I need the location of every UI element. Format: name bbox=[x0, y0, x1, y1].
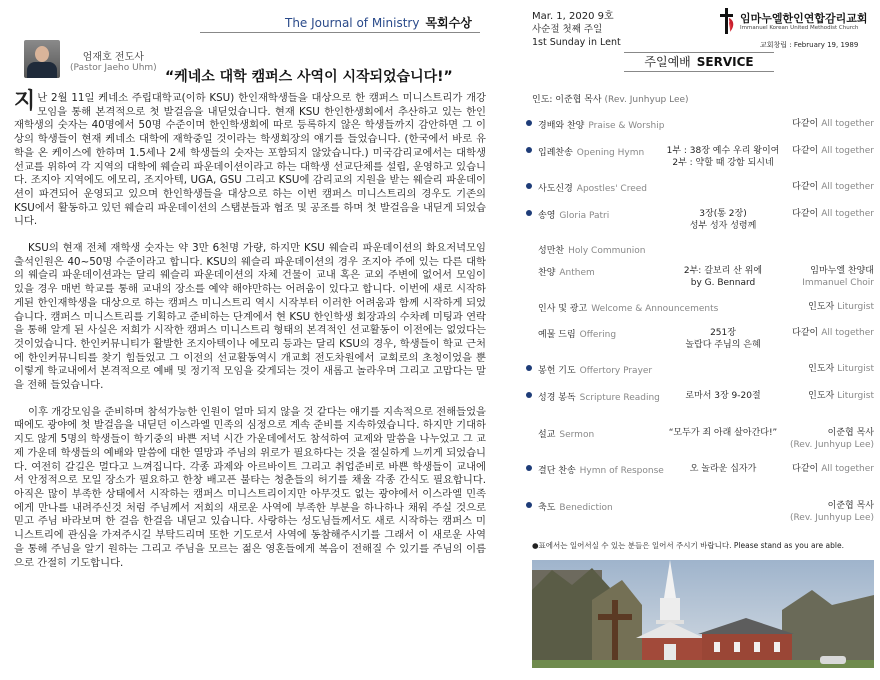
bulletin-page bbox=[518, 0, 880, 680]
stand-bullet-icon bbox=[526, 120, 532, 126]
service-item-detail-line: 로마서 3장 9-20절 bbox=[685, 391, 761, 401]
service-item-detail-line: “모두가 죄 아래 살아간다!” bbox=[668, 428, 778, 438]
service-item-label-kr: 사도신경 bbox=[538, 184, 573, 194]
service-item-label bbox=[538, 463, 664, 476]
service-item-label-en: Holy Communion bbox=[568, 246, 646, 256]
header-divider bbox=[200, 32, 480, 33]
service-item-label-en: Praise & Worship bbox=[588, 121, 665, 131]
service-item-detail-line: by G. Bennard bbox=[690, 278, 756, 288]
service-item-detail-line: 2부 : 약할 때 강함 되시네 bbox=[672, 158, 774, 168]
service-item-leader-en: Liturgist bbox=[837, 364, 874, 374]
service-item-detail bbox=[658, 463, 788, 475]
stand-bullet-icon bbox=[526, 365, 532, 371]
service-item-label-kr: 결단 찬송 bbox=[538, 466, 576, 476]
service-item-label-kr: 성만찬 bbox=[538, 246, 565, 256]
service-item-label bbox=[538, 427, 594, 440]
service-item-label-en: Offertory Prayer bbox=[579, 366, 653, 376]
drop-cap: 지 bbox=[14, 89, 36, 114]
service-item-label bbox=[538, 145, 644, 158]
service-item-label-kr: 성경 봉독 bbox=[538, 393, 576, 403]
service-item-label-kr: 설교 bbox=[538, 430, 556, 440]
sunday-kr: 사순절 첫째 주일 bbox=[532, 24, 603, 35]
service-item-label bbox=[538, 265, 595, 278]
service-item-label-en: Offering bbox=[579, 330, 617, 340]
service-item-leader-kr: 인도자 bbox=[808, 302, 835, 312]
service-item-leader bbox=[802, 265, 874, 289]
service-item-leader-en: Liturgist bbox=[837, 391, 874, 401]
author-name-kr: 엄재호 전도사 bbox=[82, 52, 144, 63]
article-paragraph: 이후 개강모임을 준비하며 참석가능한 인원이 얼마 되지 않을 것 같다는 얘기를 지속적으로 전해들었을 때에도 광야에 첫 발걸음을 내딛던 이스라엘 민족의 심정으로 계속 준비를 지속하였습니다. 하지만 기대하지도 않게 5명의 학생들이 학기중의 바쁜 저녁 시간 가운데에서도 참석하여 교제와 말씀을 나누었고 그 교제 가운데 학생들의 예배와 말씀에 대한 열망과 주님의 위로가 필요하다는 것을 절실하게 느끼게 되었습니다. 여전히 갈길은 멀다고 느껴집니다. 각종 과제와 아르바이트 그리고 취업준비로 바쁜 학생들이 교내에서 안정적으로 모일 장소가 필요하고 한창 배고픈 불타는 청춘들의 허기를 채울 각종 간식도 필요합니다. 아직은 많이 부족한 상태에서 시작하는 캠퍼스 미니스트리이지만 아무것도 없는 광야에서 이스라엘 민족에게 만나를 내려주신것 처럼 주님께서 저희의 새로운 사역에 부족한 부분을 하나하나 채워 주실 것으로 믿고 주님 바라보며 한 걸음 한걸음 내딛고 있습니다. 사랑하는 성도님들께서도 새로 시작하는 캠퍼스 미니스트리에 관심을 가져주시길 부탁드리며 또한 기도로서 사역에 동참해주시기를 그래서 이 새로운 사역을 통해 주님을 알기 원하는 그리고 주님을 모르는 젊은 영혼들에게 복음이 전해질 수 있기를 주님의 이름으로 간절히 기도합니다. bbox=[14, 405, 486, 569]
sunday-en: 1st Sunday in Lent bbox=[532, 37, 621, 48]
standing-footnote: ●표에서는 일어서실 수 있는 분들은 일어서 주시기 바랍니다. Please stand as you are able. bbox=[532, 541, 844, 550]
service-item-detail-line: 2부: 갈보리 산 위에 bbox=[683, 266, 763, 276]
service-title-en: SERVICE bbox=[696, 55, 754, 69]
church-name: 임마누엘한인연합감리교회 bbox=[740, 12, 868, 25]
service-item-leader-kr: 인도자 bbox=[808, 391, 835, 401]
journal-name: The Journal of Ministry bbox=[285, 16, 420, 30]
service-item-leader bbox=[792, 181, 874, 193]
service-item-label bbox=[538, 390, 660, 403]
service-item-label-en: Benediction bbox=[559, 503, 613, 513]
stand-bullet-icon bbox=[526, 147, 532, 153]
service-item-detail bbox=[658, 208, 788, 232]
service-item-detail bbox=[658, 327, 788, 351]
service-item-leader bbox=[808, 390, 874, 402]
service-item-label-kr: 인사 및 광고 bbox=[538, 304, 588, 314]
author-photo bbox=[24, 40, 60, 78]
service-item-leader-en: Immanuel Choir bbox=[802, 278, 874, 288]
service-item-leader-en: All together bbox=[821, 182, 874, 192]
service-item-detail bbox=[658, 265, 788, 289]
service-item-detail-line: 251장 bbox=[710, 328, 736, 338]
service-item-label bbox=[538, 243, 646, 256]
service-item-leader-kr: 다같이 bbox=[792, 146, 819, 156]
journal-header bbox=[285, 14, 472, 31]
service-item-leader-kr: 인도자 bbox=[808, 364, 835, 374]
church-name-en: Immanuel Korean United Methodist Church bbox=[740, 25, 859, 31]
service-item-label bbox=[538, 181, 647, 194]
service-item-leader bbox=[790, 500, 874, 524]
service-title bbox=[624, 52, 774, 72]
section-title: 목회수상 bbox=[425, 16, 472, 30]
service-item-label-kr: 봉헌 기도 bbox=[538, 366, 576, 376]
service-item-detail-line: 놀랍다 주님의 은혜 bbox=[685, 340, 761, 350]
service-item-label-kr: 송영 bbox=[538, 211, 556, 221]
service-item-leader-en: (Rev. Junhyup Lee) bbox=[789, 513, 874, 523]
service-item-leader-en: Liturgist bbox=[837, 302, 874, 312]
bulletin-date: Mar. 1, 2020 9호 bbox=[532, 11, 614, 22]
service-item-detail-line: 1부 : 38장 예수 우리 왕이여 bbox=[666, 146, 780, 156]
service-item-label-en: Welcome & Announcements bbox=[591, 304, 719, 314]
service-item-detail-line: 오 놀라운 십자가 bbox=[689, 464, 757, 474]
service-item-label-kr: 경배와 찬양 bbox=[538, 121, 585, 131]
service-item-label bbox=[538, 301, 718, 314]
service-item-leader bbox=[792, 118, 874, 130]
service-item-leader bbox=[808, 301, 874, 313]
service-leader bbox=[532, 92, 689, 105]
stand-bullet-icon bbox=[526, 210, 532, 216]
article-title: “케네소 대학 캠퍼스 사역이 시작되었습니다!” bbox=[165, 69, 453, 85]
service-item-leader bbox=[792, 463, 874, 475]
service-item-leader-kr: 다같이 bbox=[792, 328, 819, 338]
service-item-detail bbox=[658, 145, 788, 169]
service-item-label-kr: 입례찬송 bbox=[538, 148, 573, 158]
stand-bullet-icon bbox=[526, 392, 532, 398]
service-item-label-en: Gloria Patri bbox=[559, 211, 610, 221]
article-paragraph: KSU의 현재 전체 재학생 숫자는 약 3만 6천명 가량, 하지만 KSU 웨슬리 파운데이션의 화요저녁모임 출석인원은 40~50명 수준이라고 합니다. KSU의 웨슬리 파운데이션의 경우 조지아 주에 있는 다른 대학의 웨슬리 파운데이션과는 달리 웨슬리 파운데이션의 자체 건물이 교내 혹은 교외 주변에 없어서 모임이 있을 경우 매번 학교를 통해 교내의 장소를 예약 해야만하는 어려움이 있다고 합니다. 이번에 새로 시작하게된 한인재학생을 대상으로 하는 캠퍼스 미니스트리 역시 시작부터 이러한 어려움과 함께 시작하게 되었습니다. 캠퍼스 미니스트리를 기획하고 준비하는 단계에서 현 KSU 한인학생 회장과의 수차례 미팅과 연락을 통해 알게 된 사실은 저희가 시작한 캠퍼스 미니스트리 형태의 본격적인 선교활동이 이전에는 없었다는 것이었습니다. 한인커뮤니티가 활발한 조지아텍이나 에모리 등과는 달리 KSU의 경우, 학생들이 학교 근처에 한인커뮤니티를 찾기 힘들었고 그 이전의 선교활동역시 개교회 전도차원에서 교회로의 초청이었을 뿐 이렇게 학교내에서 본격적으로 예배 및 정기적 모임을 갖게되는 것이 새롭고 놀라우며 그리고 고맙다는 말을 전해 들었습니다. bbox=[14, 242, 486, 392]
leader-kr: 인도: 이준협 목사 bbox=[532, 95, 602, 105]
service-item-label bbox=[538, 327, 616, 340]
service-item-detail bbox=[658, 390, 788, 402]
service-item-leader-kr: 다같이 bbox=[792, 209, 819, 219]
service-item-label bbox=[538, 363, 652, 376]
church-photo bbox=[532, 560, 874, 668]
service-item-leader-en: All together bbox=[821, 328, 874, 338]
service-item-label-en: Hymn of Response bbox=[579, 466, 664, 476]
date-block bbox=[532, 10, 621, 49]
leader-en: (Rev. Junhyup Lee) bbox=[604, 95, 689, 105]
service-item-leader-en: All together bbox=[821, 464, 874, 474]
service-item-leader-en: All together bbox=[821, 146, 874, 156]
article-body bbox=[14, 89, 486, 583]
service-item-label-kr: 축도 bbox=[538, 503, 556, 513]
stand-bullet-icon bbox=[526, 183, 532, 189]
service-item-label bbox=[538, 118, 664, 131]
service-item-detail bbox=[658, 427, 788, 439]
service-item-leader bbox=[792, 327, 874, 339]
service-item-label-en: Opening Hymn bbox=[576, 148, 645, 158]
author-name bbox=[70, 52, 157, 74]
service-item-leader-kr: 이준협 목사 bbox=[827, 428, 874, 438]
service-item-label-en: Anthem bbox=[559, 268, 595, 278]
service-item-leader bbox=[792, 145, 874, 157]
church-building-image bbox=[532, 560, 874, 668]
author-name-en: (Pastor Jaeho Uhm) bbox=[70, 63, 157, 73]
service-item-leader-kr: 다같이 bbox=[792, 464, 819, 474]
stand-bullet-icon bbox=[526, 465, 532, 471]
service-item-leader-en: All together bbox=[821, 119, 874, 129]
service-item-leader-kr: 다같이 bbox=[792, 119, 819, 129]
service-item-detail-line: 성부 성자 성령께 bbox=[689, 221, 757, 231]
service-item-detail-line: 3장(통 2장) bbox=[699, 209, 747, 219]
service-item-label-kr: 예물 드림 bbox=[538, 330, 576, 340]
service-item-leader-kr: 임마누엘 찬양대 bbox=[810, 266, 874, 276]
service-item-label bbox=[538, 500, 613, 513]
service-item-label-en: Apostles' Creed bbox=[576, 184, 648, 194]
service-item-leader-en: (Rev. Junhyup Lee) bbox=[789, 440, 874, 450]
service-item-label-en: Scripture Reading bbox=[579, 393, 660, 403]
service-title-kr: 주일예배 bbox=[644, 55, 691, 69]
service-item-leader bbox=[808, 363, 874, 375]
service-item-label bbox=[538, 208, 609, 221]
service-item-leader-kr: 이준협 목사 bbox=[827, 501, 874, 511]
service-item-leader bbox=[792, 208, 874, 220]
service-item-leader bbox=[790, 427, 874, 451]
service-item-label-en: Sermon bbox=[559, 430, 595, 440]
service-item-leader-kr: 다같이 bbox=[792, 182, 819, 192]
cross-flame-logo-icon bbox=[718, 8, 736, 34]
service-item-label-kr: 찬양 bbox=[538, 268, 556, 278]
church-founded: 교회창립 : February 19, 1989 bbox=[760, 41, 859, 49]
service-item-leader-en: All together bbox=[821, 209, 874, 219]
stand-bullet-icon bbox=[526, 502, 532, 508]
article-paragraph: 지난 2월 11일 케네소 주립대학교(이하 KSU) 한인재학생들을 대상으로 한 캠퍼스 미니스트리가 개강모임을 통해 본격적으로 첫 발걸음을 내딛었습니다. 현재 KSU 한인한생회에서 추산하고 있는 한인 재학생의 숫자는 40명에서 50명 수준이며 한인학생회에 따로 등록하지 않은 학생들까지 감안하면 그 이상의 학생들이 현재 케네소 대학에 재학중일 것이라는 학생회장의 얘기를 들었습니다. (한국에서 바로 유학을 온 케이스에 한하며 1.5세나 2세 학생들의 숫자는 포함되지 않았습니다.) 미국감리교에서는 대학생 선교를 위하여 각 지역의 대학에 웨슬리 파운데이션이라고 하는 대학생 선교단체를 설립, 운영하고 있습니다. 조지아 지역에도 에모리, 조지아텍, UGA, GSU 그리고 KSU에 감리교의 지원을 받는 웨슬리 파운데이션이 파견되어 운영되고 있으며 한인학생들을 대상으로 하는 이번 캠퍼스 미니스트리의 경우도 기존의 KSU에서 활동하고 있던 웨슬리 파운데이션의 스탭분들과 협조 및 공조를 하며 첫 발걸음을 내딛게 되었습니다. bbox=[14, 89, 486, 228]
